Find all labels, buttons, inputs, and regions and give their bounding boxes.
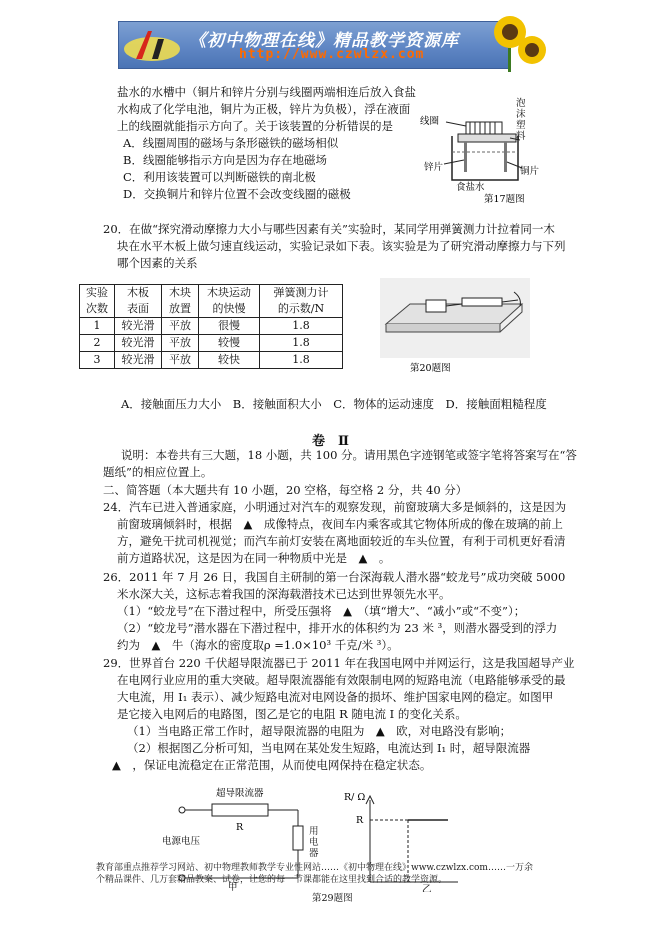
table-row	[80, 352, 343, 369]
q17-option-c: C．利用该装置可以判断磁铁的南北极	[123, 170, 316, 184]
q17-option-b: B．线圈能够指示方向是因为存在地磁场	[123, 153, 327, 167]
label-figure-yi: 乙	[422, 884, 432, 892]
table-row	[80, 318, 343, 335]
table-cell: 1.8	[260, 335, 343, 352]
label-resistor-r: R	[236, 822, 244, 833]
table-cell: 较光滑	[115, 352, 162, 369]
q17-label-coil: 线圈	[420, 116, 440, 127]
table-header-cell: 木块运动 的快慢	[199, 285, 260, 318]
table-header-cell: 木块 放置	[162, 285, 199, 318]
q24-line-2: 前窗玻璃倾斜时，根据 ▲ 成像特点，夜间车内乘客或其它物体所成的像在玻璃的前上	[117, 517, 563, 531]
q29-line-7: ▲ ，保证电流稳定在正常范围，从而使电网保持在稳定状态。	[112, 758, 432, 772]
table-cell: 较慢	[199, 335, 260, 352]
part2-note-line-1: 说明：本卷共有三大题，18 小题，共 100 分。请用黑色字迹钢笔或签字笔将答案写在“答	[121, 448, 577, 462]
q26-line-3: （1）“蛟龙号”在下潜过程中，所受压强将 ▲ （填“增大”、“减小”或“不变”）；	[117, 604, 526, 618]
q20-line-3: 哪个因素的关系	[117, 256, 198, 270]
q24-line-4: 前方道路状况，这是因为在同一种物质中光是 ▲ 。	[117, 551, 391, 565]
table-cell: 1	[80, 318, 115, 335]
q17-label-zinc: 锌片	[424, 162, 444, 173]
table-cell: 较光滑	[115, 318, 162, 335]
q17-figure-caption: 第17题图	[484, 194, 525, 204]
q29-line-5: （1）当电路正常工作时，超导限流器的电阻为 ▲ 欧，对电路没有影响；	[127, 724, 512, 738]
q26-line-4: （2）“蛟龙号”潜水器在下潜过程中，排开水的体积约为 23 米 ³，则潜水器受到的浮力	[117, 621, 558, 635]
q17-line-3: 上的线圈就能指示方向了。关于该装置的分析错误的是	[117, 119, 393, 133]
label-appliance: 用电器	[309, 826, 319, 859]
q29-line-3: 大电流，用 I₁ 表示）、减少短路电流对电网设备的损坏、维护国家电网的稳定。如图甲	[117, 690, 554, 704]
label-source-voltage: 电源电压	[162, 836, 201, 847]
table-cell: 较快	[199, 352, 260, 369]
site-logo	[122, 25, 182, 65]
sunflower-decoration-icon	[490, 12, 548, 72]
q26-line-1: 26．2011 年 7 月 26 日，我国自主研制的第一台深海载人潜水器“蛟龙号”成功突破 5000	[103, 570, 566, 584]
part2-heading: 卷 Ⅱ	[312, 434, 349, 449]
q24-line-1: 24．汽车已进入普通家庭，小明通过对汽车的观察发现，前窗玻璃大多是倾斜的，这是因为	[103, 500, 567, 514]
footer-line-1: 教育部重点推荐学习网站、初中物理教师教学专业性网站……《初中物理在线》www.czwlzx.com……一万余	[96, 863, 533, 873]
q20-options: A．接触面压力大小 B．接触面积大小 C．物体的运动速度 D．接触面粗糙程度	[121, 397, 547, 411]
q29-figure-caption: 第29题图	[312, 893, 353, 904]
table-row	[80, 335, 343, 352]
q17-line-1: 盐水的水槽中（铜片和锌片分别与线圈两端相连后放入食盐	[117, 85, 416, 99]
q29-line-1: 29．世界首台 220 千伏超导限流器已于 2011 年在我国电网中并网运行，这是我国超导产业	[103, 656, 575, 670]
q20-line-2: 块在水平木板上做匀速直线运动，实验记录如下表。该实验是为了研究滑动摩擦力与下列	[117, 239, 566, 253]
table-header-cell: 弹簧测力计 的示数/N	[260, 285, 343, 318]
q26-line-5: 约为 ▲ 牛（海水的密度取ρ =1.0×10³ 千克/米 ³）。	[117, 638, 399, 652]
q17-label-foam: 泡沫塑料	[516, 98, 526, 142]
label-superconducting-limiter: 超导限流器	[216, 788, 264, 799]
table-header-cell: 实验 次数	[80, 285, 115, 318]
table-cell: 平放	[162, 335, 199, 352]
table-cell: 3	[80, 352, 115, 369]
table-cell: 1.8	[260, 352, 343, 369]
q17-label-salt-water: 食盐水	[456, 182, 485, 193]
banner-url[interactable]: http://www.czwlzx.com	[239, 47, 425, 62]
q29-line-6: （2）根据图乙分析可知，当电网在某处发生短路，电流达到 I₁ 时，超导限流器	[127, 741, 531, 755]
table-cell: 很慢	[199, 318, 260, 335]
label-figure-jia: 甲	[228, 882, 238, 892]
q20-figure	[380, 278, 530, 374]
banner-title: 《初中物理在线》精品教学资源库	[189, 31, 459, 51]
graph-r-mark: R	[356, 815, 364, 826]
q17-label-copper: 铜片	[520, 166, 540, 177]
table-cell: 平放	[162, 318, 199, 335]
q20-line-1: 20．在做“探究滑动摩擦力大小与哪些因素有关”实验时，某同学用弹簧测力计拉着同一木	[103, 222, 555, 236]
q17-option-d: D．交换铜片和锌片位置不会改变线圈的磁极	[123, 187, 351, 201]
table-cell: 较光滑	[115, 335, 162, 352]
q26-line-2: 米水深大关，这标志着我国的深海载潜技术已达到世界领先水平。	[117, 587, 451, 601]
section-heading: 二、简答题（本大题共有 10 小题，20 空格，每空格 2 分，共 40 分）	[103, 483, 468, 497]
q29-line-4: 是它接入电网后的电路图，图乙是它的电阻 R 随电流 I 的变化关系。	[117, 707, 467, 721]
table-header-row	[80, 285, 343, 318]
table-cell: 2	[80, 335, 115, 352]
q20-experiment-table	[79, 284, 343, 369]
part2-note-line-2: 题纸”的相应位置上。	[103, 465, 213, 479]
q29-line-2: 在电网行业应用的重大突破。超导限流器能有效限制电网的短路电流（电路能够承受的最	[117, 673, 566, 687]
table-header-cell: 木板 表面	[115, 285, 162, 318]
graph-axis-y-label: R/ Ω	[344, 792, 366, 803]
table-cell: 平放	[162, 352, 199, 369]
q20-figure-caption: 第20题图	[410, 363, 451, 374]
table-cell: 1.8	[260, 318, 343, 335]
q17-line-2: 水构成了化学电池，铜片为正极，锌片为负极），浮在液面	[117, 102, 411, 116]
q24-line-3: 方，避免干扰司机视觉；而汽车前灯安装在离地面较近的车头位置，有利于司机更好看清	[117, 534, 566, 548]
q17-option-a: A．线圈周围的磁场与条形磁铁的磁场相似	[123, 136, 339, 150]
footer-line-2: 个精品课件、几万套精品教案、试卷，让您的每一节课都能在这里找到合适的教学资源。	[96, 875, 448, 885]
